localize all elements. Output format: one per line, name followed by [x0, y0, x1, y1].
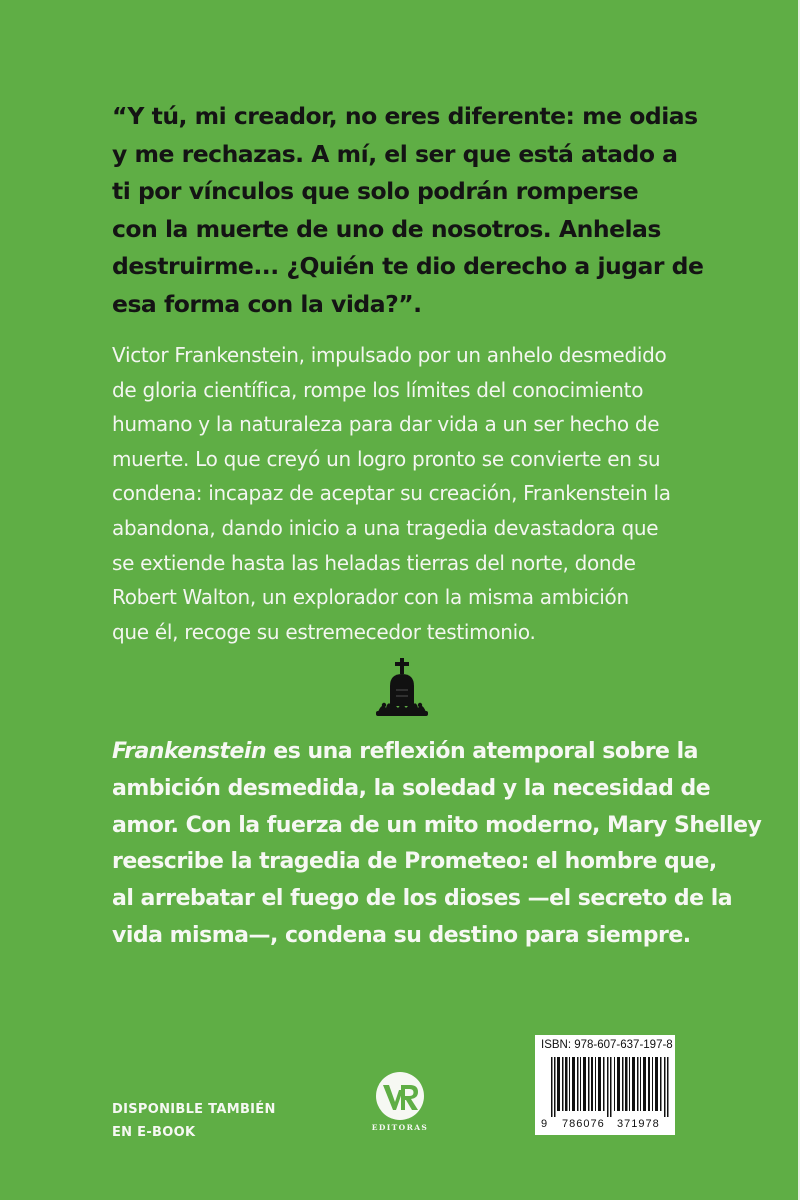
ebook-line: DISPONIBLE TAMBIÉN: [112, 1102, 276, 1117]
quote-line: “Y tú, mi creador, no eres diferente: me odias: [112, 102, 698, 130]
quote-line: con la muerte de uno de nosotros. Anhelas: [112, 214, 661, 243]
quote-line: destruirme... ¿Quién te dio derecho a jugar de: [112, 252, 704, 280]
reflection-line: [112, 734, 752, 771]
synopsis-line: humano y la naturaleza para dar vida a un ser hecho de: [112, 412, 660, 437]
reflection-line: ambición desmedida, la soledad y la necesidad de: [112, 775, 711, 801]
ebook-availability: [112, 1098, 312, 1144]
ebook-line: EN E-BOOK: [112, 1125, 196, 1140]
quote-block: [112, 98, 732, 323]
isbn-label: ISBN: 978-607-637-197-8: [541, 1039, 673, 1051]
grave-cross-icon: [374, 656, 430, 718]
publisher-name: EDITORAS: [371, 1123, 429, 1132]
synopsis-line: se extiende hasta las heladas tierras del norte, donde: [112, 550, 636, 575]
synopsis-line: de gloria científica, rompe los límites del conocimiento: [112, 377, 644, 402]
barcode-digits-right: 371978: [617, 1118, 660, 1130]
reflection-block: [112, 734, 762, 955]
quote-line: esa forma con la vida?”.: [112, 289, 422, 318]
synopsis-line: condena: incapaz de aceptar su creación, Frankenstein la: [112, 481, 671, 506]
synopsis-line: que él, recoge su estremecedor testimonio.: [112, 619, 536, 644]
reflection-line: reescribe la tragedia de Prometeo: el hombre que,: [112, 849, 717, 875]
reflection-line: al arrebatar el fuego de los dioses —el secreto de la: [112, 886, 733, 912]
quote-line: y me rechazas. A mí, el ser que está atado a: [112, 139, 678, 168]
barcode-bars: [551, 1057, 669, 1117]
reflection-line: amor. Con la fuerza de un mito moderno, Mary Shelley: [112, 812, 762, 838]
reflection-line-rest: es una reflexión atemporal sobre la: [266, 739, 699, 764]
synopsis-line: Robert Walton, un explorador con la misma ambición: [112, 585, 629, 610]
quote-line: ti por vínculos que solo podrán romperse: [112, 177, 639, 205]
reflection-line: vida misma—, condena su destino para siempre.: [112, 922, 691, 948]
barcode: [535, 1035, 675, 1135]
synopsis-block: [112, 338, 732, 649]
synopsis-line: muerte. Lo que creyó un logro pronto se convierte en su: [112, 446, 661, 471]
synopsis-line: abandona, dando inicio a una tragedia devastadora que: [112, 515, 659, 540]
synopsis-line: Victor Frankenstein, impulsado por un anhelo desmedido: [112, 343, 667, 367]
barcode-digit-first: 9: [541, 1118, 548, 1130]
barcode-digits-left: 786076: [562, 1118, 605, 1130]
book-title-italic: Frankenstein: [112, 739, 267, 764]
